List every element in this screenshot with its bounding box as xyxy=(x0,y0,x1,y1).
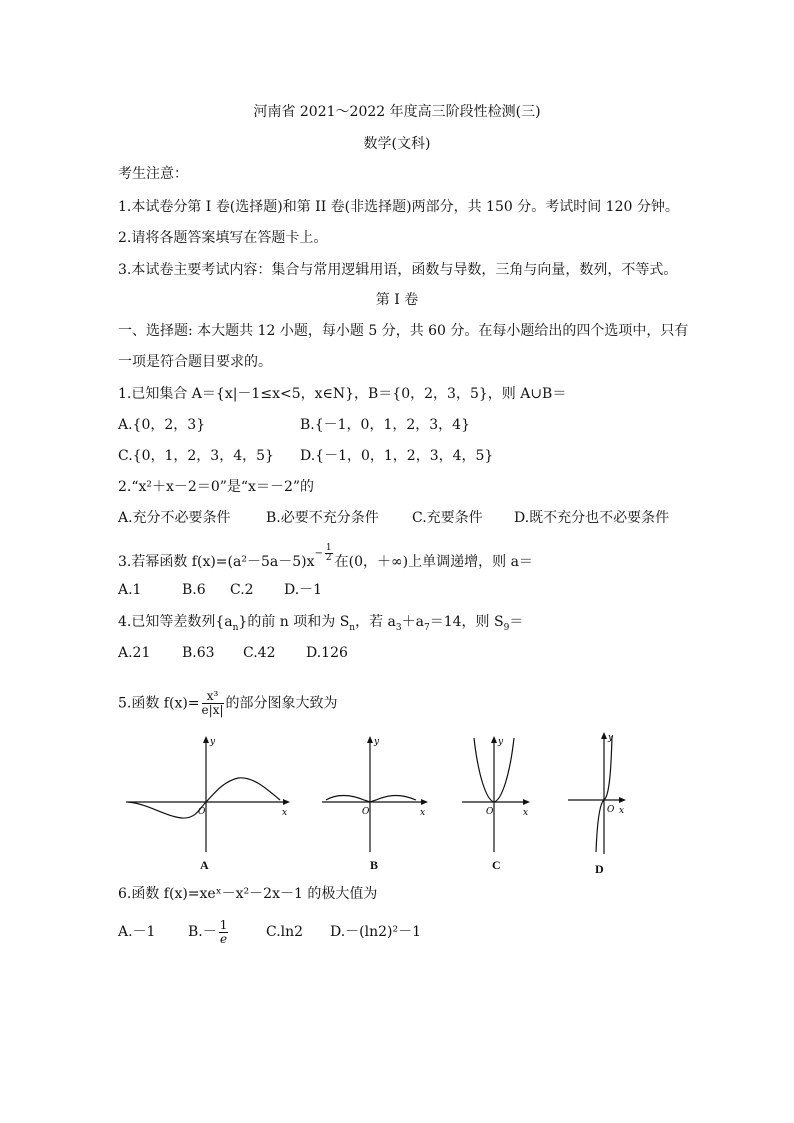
q4-text: ＝ xyxy=(509,614,524,630)
q5-denominator: e|x| xyxy=(201,703,224,717)
exam-title: 河南省 2021～2022 年度高三阶段性检测(三) xyxy=(253,104,541,120)
q5-prefix: 5.函数 f(x)= xyxy=(118,695,200,712)
q3-exp-fraction xyxy=(325,544,333,563)
graph-b-x-label: x xyxy=(420,808,426,818)
q6-option-a: A.－1 xyxy=(118,924,156,940)
graph-d-y-label: y xyxy=(608,733,614,743)
q5-suffix: 的部分图象大致为 xyxy=(225,695,338,712)
section-instruction: 一、选择题: 本大题共 12 小题，每小题 5 分，共 60 分。在每小题给出的四个选项中，只有 xyxy=(118,323,689,339)
q2-option-a: A.充分不必要条件 xyxy=(118,510,231,526)
notice-item: 2.请将各题答案填写在答题卡上。 xyxy=(118,230,328,246)
graph-a-x-label: x xyxy=(282,808,288,818)
q3-prefix: 3.若幂函数 f(x)= xyxy=(118,554,228,570)
q2-option-c: C.充要条件 xyxy=(412,510,483,526)
graph-c-y-label: y xyxy=(498,737,504,747)
q1-option-b: B.{－1，0，1，2，3，4} xyxy=(300,417,470,433)
graph-a xyxy=(124,734,294,854)
q3-option-b: B.6 xyxy=(182,582,206,598)
q4-sub: n xyxy=(232,622,239,633)
graph-a-label: A xyxy=(200,858,209,872)
q4-option-c: C.42 xyxy=(243,645,276,661)
q4-sub: 3 xyxy=(395,622,402,633)
q3-base: (a²－5a－5)x xyxy=(227,554,315,570)
q6-option-c: C.ln2 xyxy=(266,924,304,940)
notice-item: 3.本试卷主要考试内容：集合与常用逻辑用语，函数与导数，三角与向量，数列，不等式。 xyxy=(118,262,678,278)
q5-numerator: x³ xyxy=(202,690,224,704)
graph-b xyxy=(320,734,434,854)
question-2-stem: 2.“x²＋x－2＝0”是“x＝－2”的 xyxy=(118,479,315,495)
question-4-stem xyxy=(118,612,523,632)
graph-d xyxy=(566,730,632,856)
q4-option-b: B.63 xyxy=(182,645,215,661)
part-title: 第 I 卷 xyxy=(375,292,419,308)
q4-sub: 9 xyxy=(503,622,510,633)
q3-exp-sign: − xyxy=(314,548,323,559)
q2-option-b: B.必要不充分条件 xyxy=(266,510,379,526)
q4-text: ＋a xyxy=(401,614,424,630)
q5-fraction xyxy=(202,690,224,717)
q3-exp-den: 2 xyxy=(325,553,332,563)
graph-c-x-label: x xyxy=(523,808,529,818)
q4-sub: 7 xyxy=(423,622,430,633)
question-5-stem xyxy=(118,690,338,717)
graph-a-origin: O xyxy=(198,807,206,817)
q6-b-fraction xyxy=(219,919,229,946)
graph-a-y-label: y xyxy=(210,737,216,747)
graph-c xyxy=(460,734,536,854)
q3-option-c: C.2 xyxy=(230,582,254,598)
graph-b-origin: O xyxy=(362,807,370,817)
graph-d-origin: O xyxy=(607,805,615,815)
q3-option-d: D.－1 xyxy=(284,582,323,598)
q6-b-num: 1 xyxy=(219,917,228,932)
q1-option-d: D.{－1，0，1，2，3，4，5} xyxy=(300,448,494,464)
subject-title: 数学(文科) xyxy=(363,136,431,152)
notice-heading: 考生注意： xyxy=(118,166,188,182)
notice-item: 1.本试卷分第 I 卷(选择题)和第 II 卷(非选择题)两部分，共 150 分。考试时间 120 分钟。 xyxy=(118,199,679,215)
question-1-stem: 1.已知集合 A＝{x|－1≤x<5，x∈N}，B＝{0，2，3，5}，则 A∪B＝ xyxy=(118,386,567,402)
graph-d-label: D xyxy=(595,862,604,876)
q6-option-b xyxy=(188,916,230,948)
q4-text: ＝14，则 S xyxy=(429,614,504,630)
q6-option-d: D.－(ln2)²－1 xyxy=(330,924,422,940)
q6-b-prefix: B.－ xyxy=(188,924,217,940)
q1-option-c: C.{0，1，2，3，4，5} xyxy=(118,448,274,464)
question-3-stem xyxy=(118,544,533,572)
question-6-stem: 6.函数 f(x)=xeˣ－x²－2x－1 的极大值为 xyxy=(118,886,378,902)
graph-b-y-label: y xyxy=(374,737,380,747)
q4-sub: n xyxy=(349,622,356,633)
q3-exp-num: 1 xyxy=(325,543,332,553)
q1-option-a: A.{0，2，3} xyxy=(118,417,206,433)
q4-text: ，若 a xyxy=(355,614,396,630)
graph-b-label: B xyxy=(370,858,379,872)
q3-suffix: 在(0，＋∞)上单调递增，则 a＝ xyxy=(334,554,533,570)
graph-d-x-label: x xyxy=(619,806,625,816)
graph-c-label: C xyxy=(492,858,501,872)
q4-option-a: A.21 xyxy=(118,645,151,661)
q3-option-a: A.1 xyxy=(118,582,142,598)
q4-text: }的前 n 项和为 S xyxy=(238,614,350,630)
graph-c-origin: O xyxy=(486,807,494,817)
section-instruction: 一项是符合题目要求的。 xyxy=(118,354,272,370)
q6-b-den: e xyxy=(220,931,228,946)
q4-text: 4.已知等差数列{a xyxy=(118,614,233,630)
q4-option-d: D.126 xyxy=(306,645,348,661)
q2-option-d: D.既不充分也不必要条件 xyxy=(514,510,670,526)
q3-exponent xyxy=(315,544,335,563)
